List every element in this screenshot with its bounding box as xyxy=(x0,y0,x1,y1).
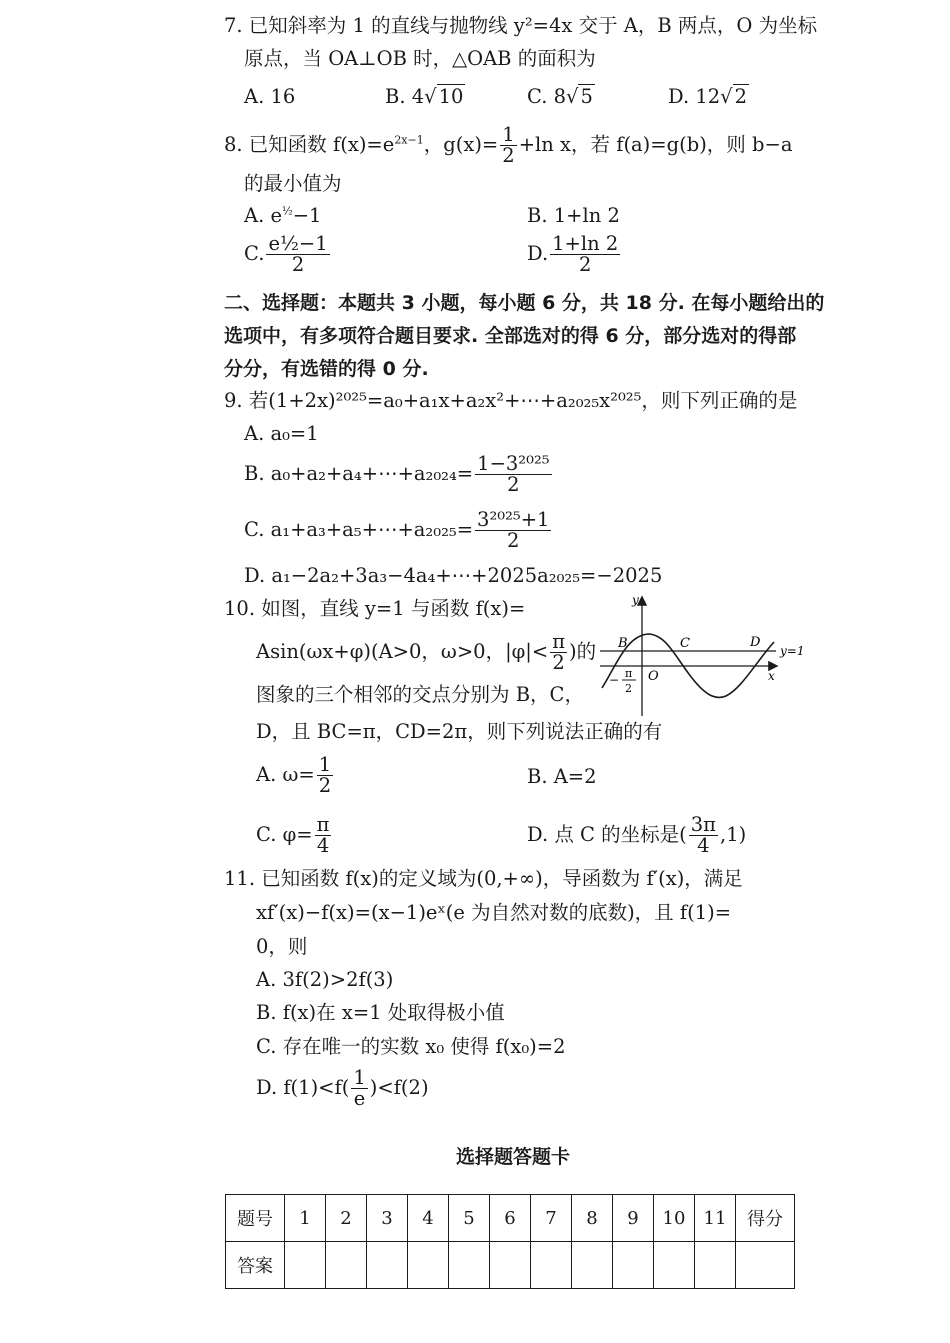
q10-option-b: B. A=2 xyxy=(527,765,597,788)
q8-stem-frac xyxy=(500,125,516,166)
answer-cell-3[interactable] xyxy=(367,1242,408,1289)
q7-stem-line2: 原点，当 OA⊥OB 时，△OAB 的面积为 xyxy=(244,47,596,70)
q8-option-d-frac xyxy=(550,234,620,275)
answer-cell-5[interactable] xyxy=(449,1242,490,1289)
q7-option-a: A. 16 xyxy=(244,85,296,108)
q7-option-c: C. 8√ 5 xyxy=(527,85,593,108)
answer-card-score-label: 得分 xyxy=(736,1195,795,1242)
q7-stem-line1: 7. 已知斜率为 1 的直线与抛物线 y²=4x 交于 A，B 两点，O 为坐标 xyxy=(224,14,818,37)
q7-option-d-radicand: 2 xyxy=(734,85,748,108)
q8-option-d-prefix: D. xyxy=(527,242,549,265)
q7-option-c-radicand: 5 xyxy=(580,85,593,108)
answer-card-number-11: 11 xyxy=(695,1195,736,1242)
q8-option-d xyxy=(527,234,622,275)
label-neg-two: 2 xyxy=(625,682,632,695)
q10-option-c-den: 4 xyxy=(316,834,330,857)
q10-stem-line3: 图象的三个相邻的交点分别为 B，C， xyxy=(256,683,584,706)
q7-option-b-radicand: 10 xyxy=(438,85,464,108)
q7-option-d: D. 12√ 2 xyxy=(668,85,748,108)
q10-option-a-prefix: A. ω= xyxy=(256,763,315,786)
section2-line3: 分分，有选错的得 0 分. xyxy=(224,358,429,380)
q10-option-d xyxy=(527,815,746,856)
q8-option-c-num: e½−1 xyxy=(268,232,328,255)
answer-cell-8[interactable] xyxy=(572,1242,613,1289)
q9-option-c-frac xyxy=(475,510,551,551)
q11-stem-line1: 11. 已知函数 f(x)的定义域为(0,+∞)，导函数为 f′(x)，满足 xyxy=(224,867,743,890)
q10-option-d-post: ,1) xyxy=(720,823,747,846)
answer-card-number-2: 2 xyxy=(326,1195,367,1242)
q8-option-c-den: 2 xyxy=(291,253,305,276)
answer-card-number-7: 7 xyxy=(531,1195,572,1242)
label-d: D xyxy=(750,635,761,650)
label-origin: O xyxy=(648,669,659,684)
answer-card-number-8: 8 xyxy=(572,1195,613,1242)
answer-card-number-9: 9 xyxy=(613,1195,654,1242)
q10-option-a-den: 2 xyxy=(318,774,332,797)
answer-cell-11[interactable] xyxy=(695,1242,736,1289)
q8-stem-pre: 8. 已知函数 f(x)=e xyxy=(224,133,395,156)
q8-stem-frac-den: 2 xyxy=(502,144,515,167)
q8-option-a-post: −1 xyxy=(292,204,322,227)
answer-card-number-3: 3 xyxy=(367,1195,408,1242)
q8-option-a-prefix: A. e xyxy=(244,204,283,227)
q11-option-d xyxy=(256,1068,429,1109)
answer-card-answer-label: 答案 xyxy=(226,1242,285,1289)
label-x: x xyxy=(768,669,775,683)
answer-card-number-1: 1 xyxy=(285,1195,326,1242)
answer-card-number-4: 4 xyxy=(408,1195,449,1242)
q9-option-c-den: 2 xyxy=(507,529,520,552)
q11-stem-line3: 0，则 xyxy=(256,935,308,958)
q11-stem-line2: xf′(x)−f(x)=(x−1)eˣ(e 为自然对数的底数)，且 f(1)= xyxy=(256,901,732,924)
q8-stem-post: +ln x，若 f(a)=g(b)，则 b−a xyxy=(518,133,793,156)
q8-option-c-prefix: C. xyxy=(244,242,265,265)
q7-option-d-prefix: D. 12 xyxy=(668,85,721,108)
q11-option-d-prefix: D. f(1)<f( xyxy=(256,1076,350,1099)
answer-card-title: 选择题答题卡 xyxy=(455,1146,570,1168)
q10-option-c-prefix: C. φ= xyxy=(256,823,313,846)
q8-option-d-den: 2 xyxy=(579,253,592,276)
label-c: C xyxy=(680,636,690,651)
answer-card-number-label: 题号 xyxy=(226,1195,285,1242)
q10-option-d-frac xyxy=(689,815,718,856)
q9-stem: 9. 若(1+2x)²⁰²⁵=a₀+a₁x+a₂x²+⋯+a₂₀₂₅x²⁰²⁵，则下列正确的是 xyxy=(224,389,798,412)
answer-card-row-answers xyxy=(226,1242,795,1289)
q11-option-d-num: 1 xyxy=(353,1066,366,1089)
label-y-equals-1: y=1 xyxy=(780,644,805,658)
q9-option-b-num: 1−3²⁰²⁵ xyxy=(477,452,550,475)
answer-cell-10[interactable] xyxy=(654,1242,695,1289)
q10-option-d-prefix: D. 点 C 的坐标是( xyxy=(527,823,687,846)
q7-option-b-prefix: B. 4 xyxy=(385,85,425,108)
q10-option-c xyxy=(256,815,333,856)
q10-option-c-frac xyxy=(315,815,332,856)
q8-option-a-exp: ½ xyxy=(282,204,293,218)
q10-option-d-num: 3π xyxy=(690,813,716,836)
q10-stem-line4: D，且 BC=π，CD=2π，则下列说法正确的有 xyxy=(256,720,663,743)
section2-line1: 二、选择题：本题共 3 小题，每小题 6 分，共 18 分. 在每小题给出的 xyxy=(224,292,825,314)
q11-option-d-frac xyxy=(351,1068,367,1109)
q8-stem-mid: ，g(x)= xyxy=(423,133,499,156)
q7-option-c-prefix: C. 8 xyxy=(527,85,567,108)
answer-card-number-10: 10 xyxy=(654,1195,695,1242)
answer-cell-score[interactable] xyxy=(736,1242,795,1289)
section2-line2: 选项中，有多项符合题目要求. 全部选对的得 6 分，部分选对的得部 xyxy=(224,325,797,347)
q10-option-c-num: π xyxy=(316,813,330,836)
q10-option-a xyxy=(256,755,335,796)
q11-option-d-post: )<f(2) xyxy=(369,1076,429,1099)
answer-cell-9[interactable] xyxy=(613,1242,654,1289)
answer-cell-7[interactable] xyxy=(531,1242,572,1289)
answer-cell-6[interactable] xyxy=(490,1242,531,1289)
answer-card-number-5: 5 xyxy=(449,1195,490,1242)
answer-cell-4[interactable] xyxy=(408,1242,449,1289)
q10-stem2-frac xyxy=(550,632,567,673)
q8-option-c xyxy=(244,234,332,275)
q9-option-a: A. a₀=1 xyxy=(244,422,319,445)
q8-option-b: B. 1+ln 2 xyxy=(527,204,620,227)
q8-option-d-num: 1+ln 2 xyxy=(552,232,619,255)
q8-stem-line1 xyxy=(224,125,792,166)
label-b: B xyxy=(618,636,628,651)
answer-cell-2[interactable] xyxy=(326,1242,367,1289)
answer-card-number-6: 6 xyxy=(490,1195,531,1242)
label-neg-pi: π xyxy=(625,667,633,680)
q8-stem-frac-num: 1 xyxy=(502,123,515,146)
q10-sine-graph xyxy=(596,592,811,720)
q11-option-c: C. 存在唯一的实数 x₀ 使得 f(x₀)=2 xyxy=(256,1035,566,1058)
q10-option-d-den: 4 xyxy=(697,834,710,857)
q8-option-a xyxy=(244,203,321,229)
q8-stem-exp: 2x−1 xyxy=(394,133,424,147)
q9-option-c-prefix: C. a₁+a₃+a₅+⋯+a₂₀₂₅= xyxy=(244,518,474,541)
label-neg-sign: − xyxy=(609,673,620,687)
q10-stem2-post: )的 xyxy=(569,640,597,663)
q10-stem2-den: 2 xyxy=(552,651,565,674)
answer-cell-1[interactable] xyxy=(285,1242,326,1289)
q10-stem2-pre: Asin(ωx+φ)(A>0，ω>0，|φ|< xyxy=(256,640,549,663)
q8-stem-line2: 的最小值为 xyxy=(244,172,342,195)
q9-option-b-prefix: B. a₀+a₂+a₄+⋯+a₂₀₂₄= xyxy=(244,462,474,485)
q10-stem2-num: π xyxy=(552,630,566,653)
answer-card-row-numbers xyxy=(226,1195,795,1242)
q10-stem-line2 xyxy=(256,632,596,673)
answer-card-table xyxy=(225,1194,795,1289)
q9-option-b-den: 2 xyxy=(507,473,520,496)
q8-option-c-frac xyxy=(266,234,329,275)
q11-option-a: A. 3f(2)>2f(3) xyxy=(256,968,394,991)
q10-stem-line1: 10. 如图，直线 y=1 与函数 f(x)= xyxy=(224,597,526,620)
q10-option-a-frac xyxy=(317,755,333,796)
q9-option-d: D. a₁−2a₂+3a₃−4a₄+⋯+2025a₂₀₂₅=−2025 xyxy=(244,564,663,587)
q11-option-d-den: e xyxy=(353,1087,366,1110)
q9-option-b xyxy=(244,454,554,495)
q10-option-a-num: 1 xyxy=(318,753,332,776)
q11-option-b: B. f(x)在 x=1 处取得极小值 xyxy=(256,1001,505,1024)
q9-option-c-num: 3²⁰²⁵+1 xyxy=(477,508,550,531)
label-y: y xyxy=(632,593,639,607)
q7-option-b: B. 4√ 10 xyxy=(385,85,464,108)
q9-option-b-frac xyxy=(475,454,551,495)
q9-option-c xyxy=(244,510,553,551)
